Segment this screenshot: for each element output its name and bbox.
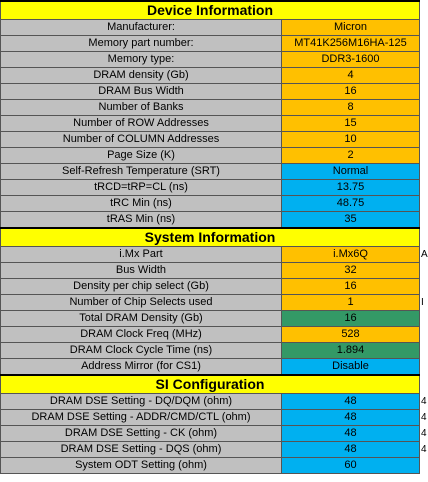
label-cell[interactable]: Address Mirror (for CS1) [1, 359, 282, 376]
table-row [1, 84, 420, 100]
value-cell-bus-width[interactable]: 32 [282, 263, 420, 279]
value-cell-dram-bus-width[interactable]: 16 [282, 84, 420, 100]
table-row [1, 295, 420, 311]
label-cell[interactable]: Total DRAM Density (Gb) [1, 311, 282, 327]
value-cell-dram-dse-setting-addr-cmd-ctl-ohm[interactable]: 48 [282, 410, 420, 426]
label-cell[interactable]: tRAS Min (ns) [1, 212, 282, 229]
label-cell[interactable]: Page Size (K) [1, 148, 282, 164]
section-title-system-information[interactable]: System Information [1, 228, 420, 247]
label-cell[interactable]: Bus Width [1, 263, 282, 279]
table-row [1, 68, 420, 84]
table-row [1, 327, 420, 343]
value-cell-number-of-banks[interactable]: 8 [282, 100, 420, 116]
table-row [1, 100, 420, 116]
section-title-device-information[interactable]: Device Information [1, 1, 420, 20]
value-cell-total-dram-density-gb[interactable]: 16 [282, 311, 420, 327]
label-cell[interactable]: Number of COLUMN Addresses [1, 132, 282, 148]
table-row [1, 148, 420, 164]
label-cell[interactable]: Number of Banks [1, 100, 282, 116]
value-cell-dram-clock-cycle-time-ns[interactable]: 1.894 [282, 343, 420, 359]
table-row [1, 164, 420, 180]
table-row [1, 410, 420, 426]
value-cell-memory-type[interactable]: DDR3-1600 [282, 52, 420, 68]
clipped-cell-text: 4 [421, 396, 427, 407]
table-row [1, 442, 420, 458]
value-cell-page-size-k[interactable]: 2 [282, 148, 420, 164]
value-cell-trcd-trp-cl-ns[interactable]: 13.75 [282, 180, 420, 196]
value-cell-number-of-row-addresses[interactable]: 15 [282, 116, 420, 132]
label-cell[interactable]: DRAM DSE Setting - DQS (ohm) [1, 442, 282, 458]
value-cell-dram-clock-freq-mhz[interactable]: 528 [282, 327, 420, 343]
label-cell[interactable]: DRAM density (Gb) [1, 68, 282, 84]
clipped-cell-text: A [421, 249, 428, 260]
table-row [1, 458, 420, 474]
label-cell[interactable]: DRAM Clock Freq (MHz) [1, 327, 282, 343]
table-row [1, 279, 420, 295]
label-cell[interactable]: DRAM DSE Setting - DQ/DQM (ohm) [1, 394, 282, 410]
value-cell-dram-density-gb[interactable]: 4 [282, 68, 420, 84]
clipped-cell-text: 4 [421, 412, 427, 423]
label-cell[interactable]: DRAM Bus Width [1, 84, 282, 100]
clipped-cell-text: 4 [421, 428, 427, 439]
table-row [1, 247, 420, 263]
label-cell[interactable]: Memory part number: [1, 36, 282, 52]
table-row [1, 343, 420, 359]
label-cell[interactable]: Number of ROW Addresses [1, 116, 282, 132]
label-cell[interactable]: DRAM DSE Setting - ADDR/CMD/CTL (ohm) [1, 410, 282, 426]
section-title-si-configuration[interactable]: SI Configuration [1, 375, 420, 394]
label-cell[interactable]: i.Mx Part [1, 247, 282, 263]
table-row [1, 196, 420, 212]
value-cell-dram-dse-setting-ck-ohm[interactable]: 48 [282, 426, 420, 442]
label-cell[interactable]: Number of Chip Selects used [1, 295, 282, 311]
label-cell[interactable]: System ODT Setting (ohm) [1, 458, 282, 474]
table-row [1, 394, 420, 410]
clipped-cell-text: 4 [421, 444, 427, 455]
table-row [1, 311, 420, 327]
section-header-row [1, 228, 420, 247]
value-cell-memory-part-number[interactable]: MT41K256M16HA-125 [282, 36, 420, 52]
table-row [1, 132, 420, 148]
label-cell[interactable]: Manufacturer: [1, 20, 282, 36]
label-cell[interactable]: tRC Min (ns) [1, 196, 282, 212]
table-row [1, 180, 420, 196]
table-row [1, 359, 420, 376]
label-cell[interactable]: DRAM DSE Setting - CK (ohm) [1, 426, 282, 442]
clipped-cell-text: I [421, 297, 424, 308]
value-cell-manufacturer[interactable]: Micron [282, 20, 420, 36]
label-cell[interactable]: DRAM Clock Cycle Time (ns) [1, 343, 282, 359]
table-row [1, 52, 420, 68]
value-cell-number-of-chip-selects-used[interactable]: 1 [282, 295, 420, 311]
value-cell-system-odt-setting-ohm[interactable]: 60 [282, 458, 420, 474]
value-cell-tras-min-ns[interactable]: 35 [282, 212, 420, 229]
value-cell-trc-min-ns[interactable]: 48.75 [282, 196, 420, 212]
label-cell[interactable]: tRCD=tRP=CL (ns) [1, 180, 282, 196]
value-cell-self-refresh-temperature-srt[interactable]: Normal [282, 164, 420, 180]
section-header-row [1, 375, 420, 394]
table-row [1, 212, 420, 229]
value-cell-address-mirror-for-cs1[interactable]: Disable [282, 359, 420, 376]
table-row [1, 426, 420, 442]
label-cell[interactable]: Self-Refresh Temperature (SRT) [1, 164, 282, 180]
table-row [1, 116, 420, 132]
value-cell-i-mx-part[interactable]: i.Mx6Q [282, 247, 420, 263]
table-row [1, 263, 420, 279]
value-cell-dram-dse-setting-dq-dqm-ohm[interactable]: 48 [282, 394, 420, 410]
table-row [1, 36, 420, 52]
section-header-row [1, 1, 420, 20]
value-cell-density-per-chip-select-gb[interactable]: 16 [282, 279, 420, 295]
label-cell[interactable]: Density per chip select (Gb) [1, 279, 282, 295]
table-row [1, 20, 420, 36]
label-cell[interactable]: Memory type: [1, 52, 282, 68]
value-cell-dram-dse-setting-dqs-ohm[interactable]: 48 [282, 442, 420, 458]
value-cell-number-of-column-addresses[interactable]: 10 [282, 132, 420, 148]
